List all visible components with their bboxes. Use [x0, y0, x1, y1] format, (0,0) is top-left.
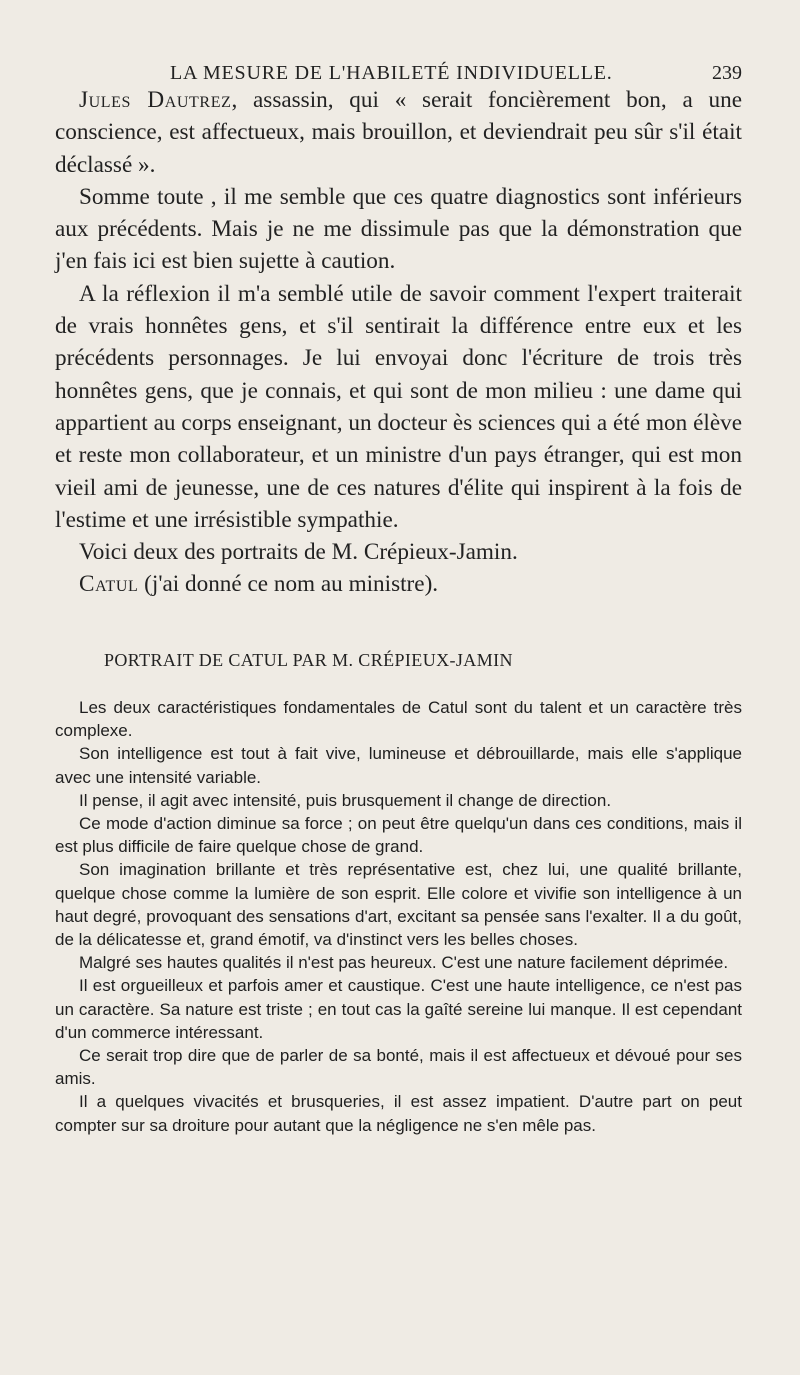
main-text — [55, 84, 742, 601]
quote-paragraph: Il pense, il agit avec intensité, puis brusquement il change de direction. — [79, 790, 612, 810]
portrait-quote — [55, 696, 742, 1137]
paragraph-2: Somme toute , il me semble que ces quatre diagnostics sont inférieurs aux précédents. Mais je ne me dissimule pas que la démonstration que j'en fais ici est bien sujette à caution. — [55, 183, 742, 275]
paragraph-1 — [55, 84, 742, 181]
running-title: LA MESURE DE L'HABILETÉ INDIVIDUELLE. — [170, 62, 613, 84]
name-catul: Catul — [79, 571, 139, 598]
paragraph-4: Voici deux des portraits de M. Crépieux-Jamin. — [79, 539, 518, 566]
quote-paragraph: Son imagination brillante et très représentative est, chez lui, une qualité brillante, quelque chose comme la lumière de son esprit. Elle colore et vivifie son intelligence à un haut degré, provoquant des sensations d'art, excitant sa pensée sans l'exalter. Il a du goût, de la délicatesse et, grand émotif, va d'instinct vers les belles choses. — [55, 860, 742, 950]
quote-paragraph: Les deux caractéristiques fondamentales de Catul sont du talent et un caractère très complexe. — [55, 698, 742, 741]
quote-paragraph: Ce mode d'action diminue sa force ; on peut être quelqu'un dans ces conditions, mais il est plus difficile de faire quelque chose de grand. — [55, 814, 742, 857]
paragraph-3: A la réflexion il m'a semblé utile de savoir comment l'expert traiterait de vrais honnêtes gens, et s'il sentirait la différence entre eux et les précédents personnages. Je lui envoyai donc l'écriture de trois très honnêtes gens, que je connais, et qui sont de mon milieu : une dame qui appartient au corps enseignant, un docteur ès sciences qui a été mon élève et reste mon collaborateur, et un ministre d'un pays étranger, qui est mon vieil ami de jeunesse, une de ces natures d'élite qui inspirent à la fois de l'estime et une irrésistible sympathie. — [55, 280, 742, 533]
quote-paragraph: Il a quelques vivacités et brusqueries, il est assez impatient. D'autre part on peut compter sur sa droiture pour autant que la négligence ne s'en mêle pas. — [55, 1092, 742, 1135]
paragraph-5-text: (j'ai donné ce nom au ministre). — [138, 571, 439, 598]
quote-paragraph: Ce serait trop dire que de parler de sa bonté, mais il est affectueux et dévoué pour ses amis. — [55, 1046, 742, 1089]
page-number: 239 — [712, 62, 742, 84]
quote-paragraph: Il est orgueilleux et parfois amer et caustique. C'est une haute intelligence, ce n'est pas un caractère. Sa nature est triste ; en tout cas la gaîté sereine lui manque. Il est cependant d'un commerce intéressant. — [55, 976, 742, 1042]
running-head — [64, 62, 742, 86]
name-jules-dautrez: Jules Dautrez — [79, 87, 232, 113]
paragraph-1-text: , assassin, qui « serait foncièrement bon, a une conscience, est affectueux, mais brouillon, et deviendrait peu sûr s'il était déclassé ». — [55, 87, 743, 178]
portrait-heading: PORTRAIT DE CATUL PAR M. CRÉPIEUX-JAMIN — [104, 650, 513, 670]
quote-paragraph: Malgré ses hautes qualités il n'est pas heureux. C'est une nature facilement déprimée. — [79, 953, 729, 973]
quote-paragraph: Son intelligence est tout à fait vive, lumineuse et débrouillarde, mais elle s'applique avec une intensité variable. — [55, 744, 742, 787]
paragraph-5 — [55, 568, 742, 600]
